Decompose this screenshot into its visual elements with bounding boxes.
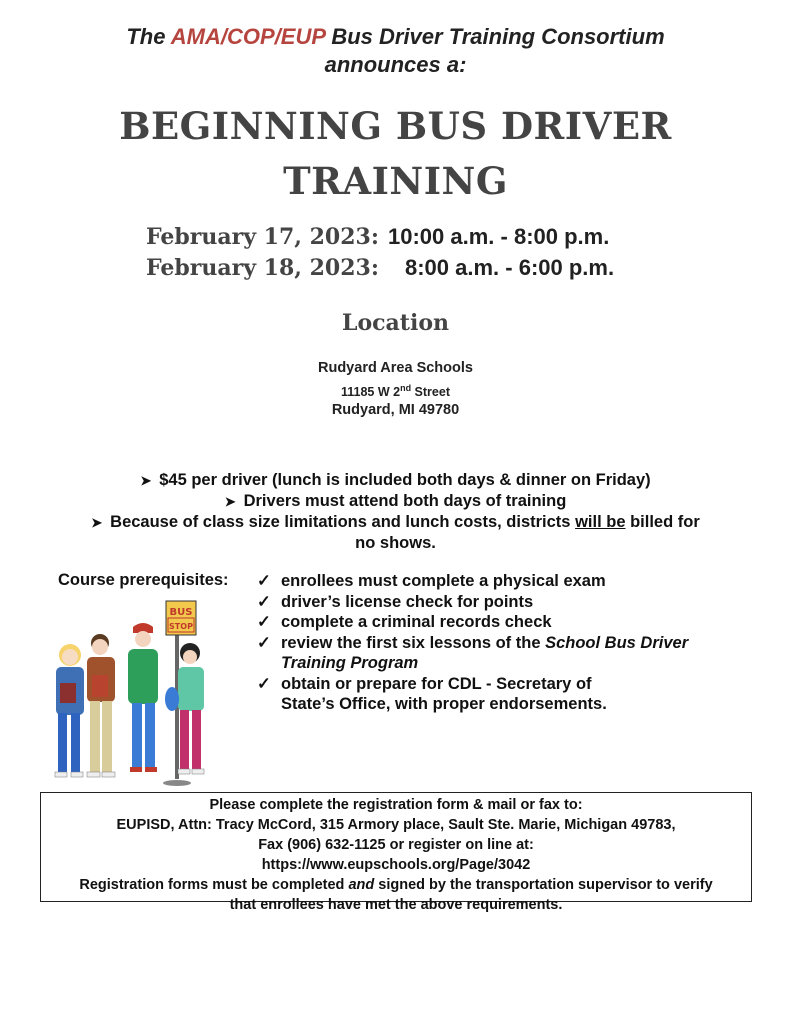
title-line-1: BEGINNING BUS DRIVER	[119, 104, 672, 148]
bullet-fee: ➤ $45 per driver (lunch is included both days & dinner on Friday)	[140, 471, 651, 489]
location-heading: Location	[342, 310, 449, 336]
arrow-icon: ➤	[91, 515, 103, 530]
check-icon: ✓	[257, 633, 271, 652]
sign-bottom-text: STOP	[169, 622, 193, 631]
prereq-item: ✓ obtain or prepare for CDL - Secretary of State’s Office, with proper endorsements.	[257, 674, 607, 713]
check-icon: ✓	[257, 572, 271, 590]
prereq-label: Course prerequisites:	[58, 571, 229, 589]
bullet-attendance: ➤ Drivers must attend both days of training	[224, 492, 567, 510]
location-street: 11185 W 2nd Street	[341, 383, 450, 400]
schedule-date-1: February 17, 2023:	[146, 224, 379, 250]
check-icon: ✓	[257, 613, 271, 631]
check-icon: ✓	[257, 592, 271, 611]
schedule-time-2: 8:00 a.m. - 6:00 p.m.	[405, 255, 615, 280]
title-line-2: TRAINING	[283, 159, 508, 203]
kids-bus-stop-icon	[40, 597, 220, 791]
bullet-billing: ➤ Because of class size limitations and lunch costs, districts will be billed for	[91, 513, 700, 531]
registration-box	[40, 792, 752, 913]
arrow-icon: ➤	[140, 473, 152, 488]
prereq-item: ✓ complete a criminal records check	[257, 613, 552, 631]
registration-text: Please complete the registration form & mail or fax to: EUPISD, Attn: Tracy McCord, 315 Armory place, Sault Ste. Marie, Michigan 49783, Fax (906) 632-1125 or register on line at: https://www.eupschools.org/Page/3042 Registration forms must be completed and signed by the transportation supervisor to verify that enrollees have met the above requirements.	[41, 793, 751, 915]
prereq-item: ✓ driver’s license check for points	[257, 592, 534, 611]
kids-bus-stop-illustration	[40, 597, 220, 791]
prereq-list	[257, 571, 757, 715]
location-city: Rudyard, MI 49780	[331, 402, 460, 418]
announces-line: announces a:	[324, 52, 467, 77]
location-name: Rudyard Area Schools	[318, 360, 473, 376]
check-icon: ✓	[257, 674, 271, 693]
org-name: AMA/COP/EUP	[170, 24, 326, 49]
registration-url-link[interactable]: https://www.eupschools.org/Page/3042	[261, 857, 531, 873]
arrow-icon: ➤	[224, 494, 236, 509]
prereq-item: ✓ review the first six lessons of the School Bus Driver Training Program	[257, 633, 689, 672]
bullet-billing-cont: no shows.	[355, 534, 436, 552]
sign-top-text: BUS	[169, 607, 193, 618]
schedule-date-2: February 18, 2023:	[146, 255, 379, 281]
prereq-item: ✓ enrollees must complete a physical exam	[257, 572, 606, 590]
consortium-header: The AMA/COP/EUP Bus Driver Training Consortium	[126, 24, 665, 49]
schedule-time-1: 10:00 a.m. - 8:00 p.m.	[388, 224, 610, 249]
